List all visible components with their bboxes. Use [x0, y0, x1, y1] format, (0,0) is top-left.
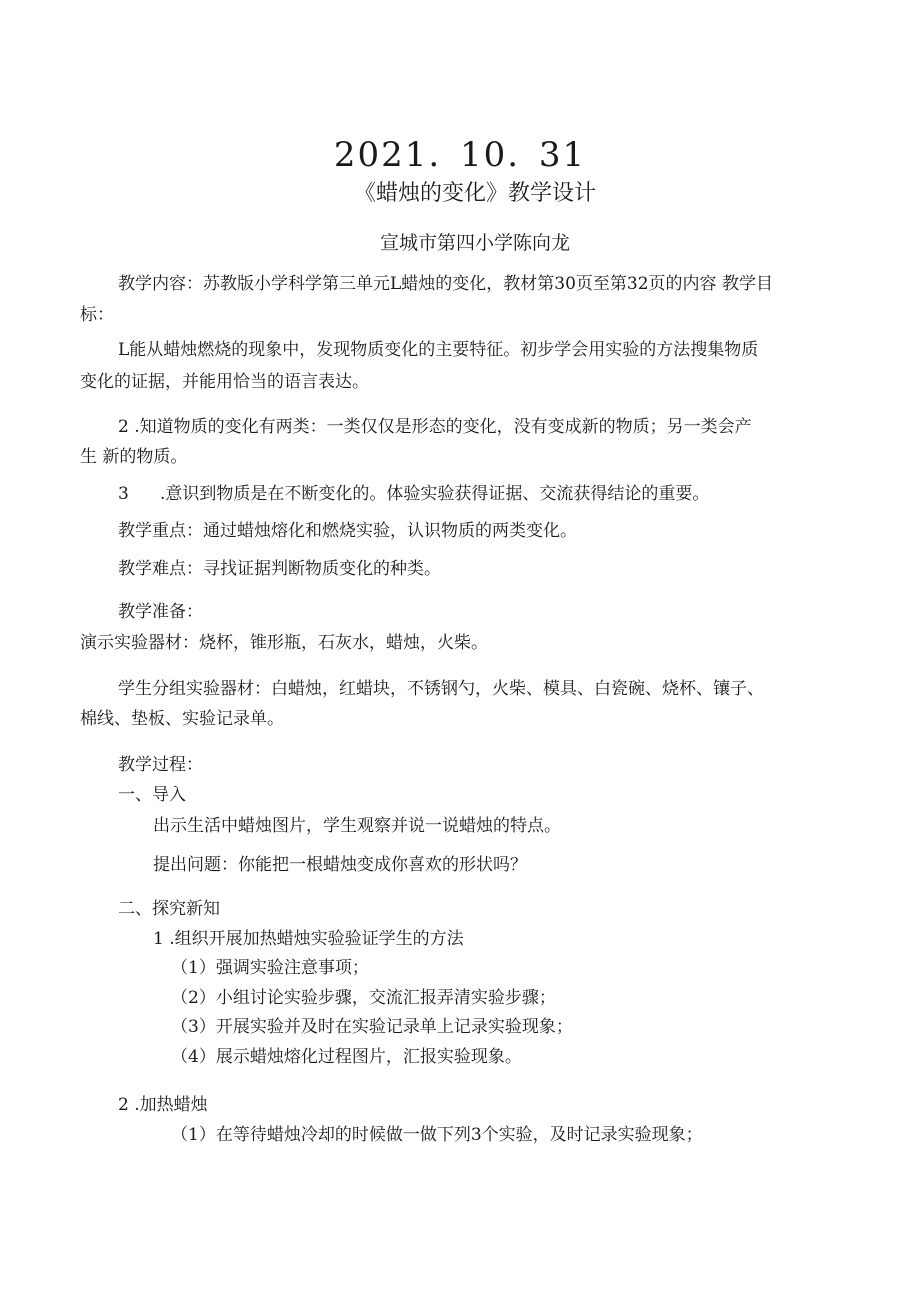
objective-2-cont: 生 新的物质。: [80, 447, 188, 467]
section-1-question: 提出问题：你能把一根蜡烛变成你喜欢的形状吗？: [153, 855, 527, 875]
teaching-content-line-cont: 标：: [80, 305, 114, 325]
demo-equipment: 演示实验器材：烧杯，锥形瓶，石灰水，蜡烛，火柴。: [80, 633, 488, 653]
objective-3: .意识到物质是在不断变化的。体验实验获得证据、交流获得结论的重要。: [160, 484, 710, 504]
document-title: 《蜡烛的变化》教学设计: [353, 181, 596, 206]
objective-3-number: 3: [118, 484, 129, 504]
objective-1-cont: 变化的证据，并能用恰当的语言表达。: [80, 372, 369, 392]
objective-2: 2 .知道物质的变化有两类：一类仅仅是形态的变化，没有变成新的物质；另一类会产: [118, 417, 752, 437]
step-2-item: （1）在等待蜡烛冷却的时候做一做下列3个实验，及时记录实验现象；: [171, 1125, 703, 1145]
step-1-item: （4）展示蜡烛熔化过程图片，汇报实验现象。: [171, 1047, 522, 1067]
section-1-title: 一、导入: [118, 785, 186, 805]
step-1-title: 1 .组织开展加热蜡烛实验验证学生的方法: [153, 929, 464, 949]
group-equipment: 学生分组实验器材：白蜡烛，红蜡块，不锈钢勺，火柴、模具、白瓷碗、烧杯、镶子、: [118, 679, 764, 699]
step-1-item: （3）开展实验并及时在实验记录单上记录实验现象；: [171, 1017, 573, 1037]
key-point: 教学重点：通过蜡烛熔化和燃烧实验，认识物质的两类变化。: [118, 521, 577, 541]
step-2-title: 2 .加热蜡烛: [118, 1095, 208, 1115]
teaching-content-line: 教学内容：苏教版小学科学第三单元L蜡烛的变化，教材第30页至第32页的内容 教学目: [118, 274, 773, 294]
objective-1: L能从蜡烛燃烧的现象中，发现物质变化的主要特征。初步学会用实验的方法搜集物质: [118, 340, 759, 360]
step-1-item: （1）强调实验注意事项；: [171, 958, 369, 978]
section-2-title: 二、探究新知: [118, 899, 220, 919]
section-1-paragraph: 出示生活中蜡烛图片，学生观察并说一说蜡烛的特点。: [153, 816, 561, 836]
process-title: 教学过程：: [118, 755, 203, 775]
group-equipment-cont: 棉线、垫板、实验记录单。: [80, 709, 284, 729]
document-date: 2021. 10. 31: [333, 135, 587, 175]
preparation-title: 教学准备：: [118, 602, 203, 622]
document-author: 宣城市第四小学陈向龙: [379, 232, 570, 254]
step-1-item: （2）小组讨论实验步骤，交流汇报弄清实验步骤；: [171, 988, 556, 1008]
difficulty: 教学难点：寻找证据判断物质变化的种类。: [118, 559, 441, 579]
